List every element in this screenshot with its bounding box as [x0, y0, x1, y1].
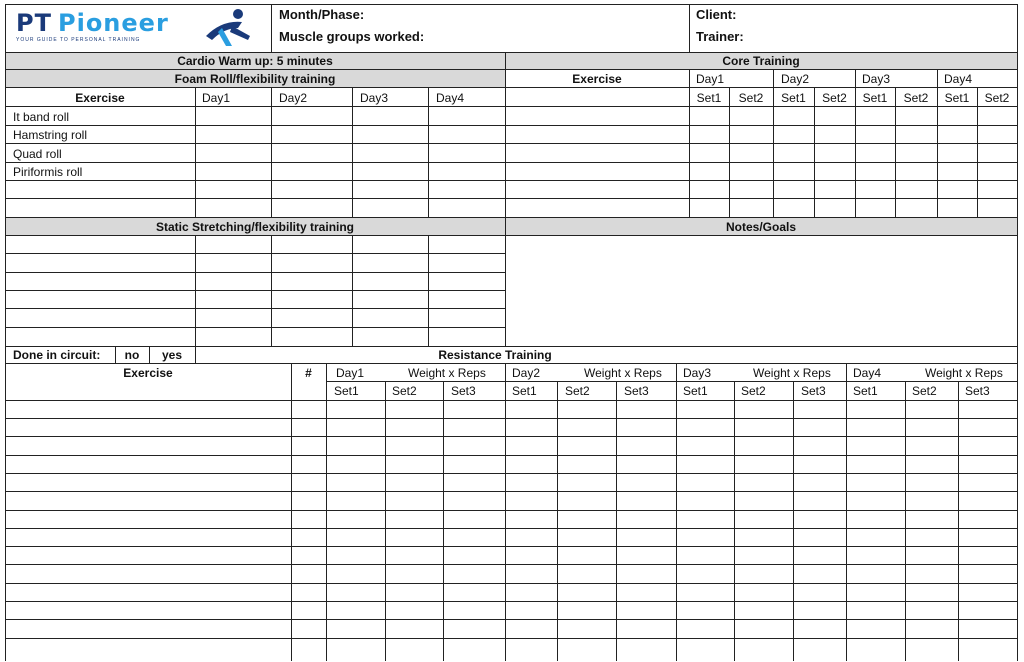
grid-hline [5, 546, 1017, 547]
grid-vline [428, 87, 429, 217]
grid-hline [505, 87, 1017, 88]
core-day2-header: Day2 [781, 72, 810, 86]
weight-reps-header: Weight x Reps [408, 366, 486, 380]
foam-row-label: It band roll [13, 110, 70, 124]
grid-hline [5, 106, 1017, 107]
grid-vline [977, 87, 978, 217]
client-label: Client: [696, 7, 737, 22]
circuit-no-option[interactable]: no [124, 348, 140, 362]
grid-hline [5, 436, 1017, 437]
resistance-set-header: Set1 [853, 384, 878, 398]
core-day3-header: Day3 [862, 72, 891, 86]
core-set-header: Set1 [862, 91, 888, 105]
logo-pioneer-text: Pioneer [58, 9, 169, 37]
grid-hline [5, 473, 1017, 474]
grid-vline [195, 87, 196, 217]
grid-vline [689, 69, 690, 217]
resistance-day1-header: Day1 [336, 366, 365, 380]
core-set-header: Set2 [984, 91, 1010, 105]
resistance-set-header: Set2 [741, 384, 766, 398]
foam-day2-header: Day2 [279, 91, 308, 105]
resistance-set-header: Set1 [334, 384, 359, 398]
resistance-set-header: Set2 [912, 384, 937, 398]
grid-hline [5, 180, 1017, 181]
grid-hline [5, 418, 1017, 419]
grid-hline [5, 491, 1017, 492]
logo-tagline: YOUR GUIDE TO PERSONAL TRAINING [16, 37, 141, 43]
weight-reps-header: Weight x Reps [753, 366, 831, 380]
grid-hline [5, 87, 505, 88]
core-set-header: Set2 [903, 91, 929, 105]
done-in-circuit-label: Done in circuit: [13, 348, 101, 362]
muscle-groups-label: Muscle groups worked: [279, 29, 425, 44]
grid-hline [5, 528, 1017, 529]
grid-hline [5, 125, 1017, 126]
core-day1-header: Day1 [696, 72, 725, 86]
grid-hline [5, 4, 1017, 5]
core-training-title: Core Training [722, 54, 800, 68]
grid-hline [5, 327, 505, 328]
grid-vline [855, 69, 856, 217]
grid-hline [5, 143, 1017, 144]
grid-hline [5, 601, 1017, 602]
grid-vline [505, 52, 506, 346]
logo-pt-text: PT [16, 9, 52, 37]
grid-hline [326, 381, 1017, 382]
grid-vline [195, 235, 196, 346]
resistance-day4-header: Day4 [853, 366, 882, 380]
grid-vline [271, 235, 272, 346]
grid-vline [505, 363, 506, 661]
foam-day1-header: Day1 [202, 91, 231, 105]
circuit-yes-option[interactable]: yes [161, 348, 183, 362]
resistance-number-header: # [305, 366, 312, 380]
grid-vline [352, 235, 353, 346]
resistance-day3-header: Day3 [683, 366, 712, 380]
grid-hline [5, 638, 1017, 639]
trainer-label: Trainer: [696, 29, 744, 44]
foam-day4-header: Day4 [436, 91, 465, 105]
foam-row-label: Quad roll [13, 147, 62, 161]
resistance-set-header: Set2 [392, 384, 417, 398]
foam-row-label: Hamstring roll [13, 128, 88, 142]
foam-row-label: Piriformis roll [13, 165, 83, 179]
resistance-set-header: Set1 [683, 384, 708, 398]
grid-hline [5, 272, 505, 273]
core-set-header: Set1 [781, 91, 806, 105]
grid-vline [895, 87, 896, 217]
runner-icon [202, 6, 254, 50]
grid-hline [5, 52, 1017, 53]
grid-vline [149, 346, 150, 363]
resistance-exercise-header: Exercise [123, 366, 173, 380]
grid-hline [5, 564, 1017, 565]
grid-vline [352, 87, 353, 217]
grid-vline [814, 87, 815, 217]
grid-hline [5, 619, 1017, 620]
grid-hline [5, 510, 1017, 511]
foam-day3-header: Day3 [360, 91, 389, 105]
core-exercise-header: Exercise [572, 72, 622, 86]
grid-hline [5, 455, 1017, 456]
grid-vline [1017, 4, 1018, 661]
weight-reps-header: Weight x Reps [584, 366, 662, 380]
grid-vline [676, 363, 677, 661]
resistance-set-header: Set2 [565, 384, 590, 398]
grid-hline [5, 217, 1017, 218]
notes-goals-title: Notes/Goals [725, 220, 797, 234]
core-set-header: Set1 [696, 91, 722, 105]
core-set-header: Set2 [738, 91, 764, 105]
grid-vline [5, 4, 6, 661]
core-set-header: Set2 [822, 91, 847, 105]
logo [14, 6, 264, 50]
grid-vline [115, 346, 116, 363]
grid-hline [5, 69, 1017, 70]
grid-hline [5, 583, 1017, 584]
foam-roll-title: Foam Roll/flexibility training [174, 72, 336, 86]
grid-vline [326, 363, 327, 661]
month-phase-label: Month/Phase: [279, 7, 365, 22]
resistance-set-header: Set3 [965, 384, 990, 398]
resistance-set-header: Set1 [512, 384, 537, 398]
resistance-set-header: Set3 [801, 384, 826, 398]
grid-hline [5, 253, 505, 254]
cardio-warmup-title: Cardio Warm up: 5 minutes [177, 54, 333, 68]
static-stretching-title: Static Stretching/flexibility training [155, 220, 355, 234]
grid-hline [5, 162, 1017, 163]
grid-hline [5, 308, 505, 309]
grid-vline [773, 69, 774, 217]
grid-vline [195, 346, 196, 363]
grid-vline [729, 87, 730, 217]
grid-hline [5, 235, 1017, 236]
grid-vline [689, 4, 690, 52]
grid-vline [846, 363, 847, 661]
grid-vline [271, 87, 272, 217]
grid-vline [291, 363, 292, 661]
grid-vline [937, 69, 938, 217]
grid-hline [5, 363, 1017, 364]
core-set-header: Set1 [944, 91, 970, 105]
grid-hline [5, 290, 505, 291]
core-day4-header: Day4 [944, 72, 973, 86]
resistance-set-header: Set3 [624, 384, 649, 398]
grid-hline [5, 346, 1017, 347]
grid-hline [5, 400, 1017, 401]
resistance-day2-header: Day2 [512, 366, 541, 380]
resistance-set-header: Set3 [451, 384, 476, 398]
grid-vline [271, 4, 272, 52]
resistance-training-title: Resistance Training [438, 348, 552, 362]
grid-vline [428, 235, 429, 346]
grid-hline [5, 198, 1017, 199]
foam-exercise-header: Exercise [75, 91, 125, 105]
weight-reps-header: Weight x Reps [925, 366, 1003, 380]
